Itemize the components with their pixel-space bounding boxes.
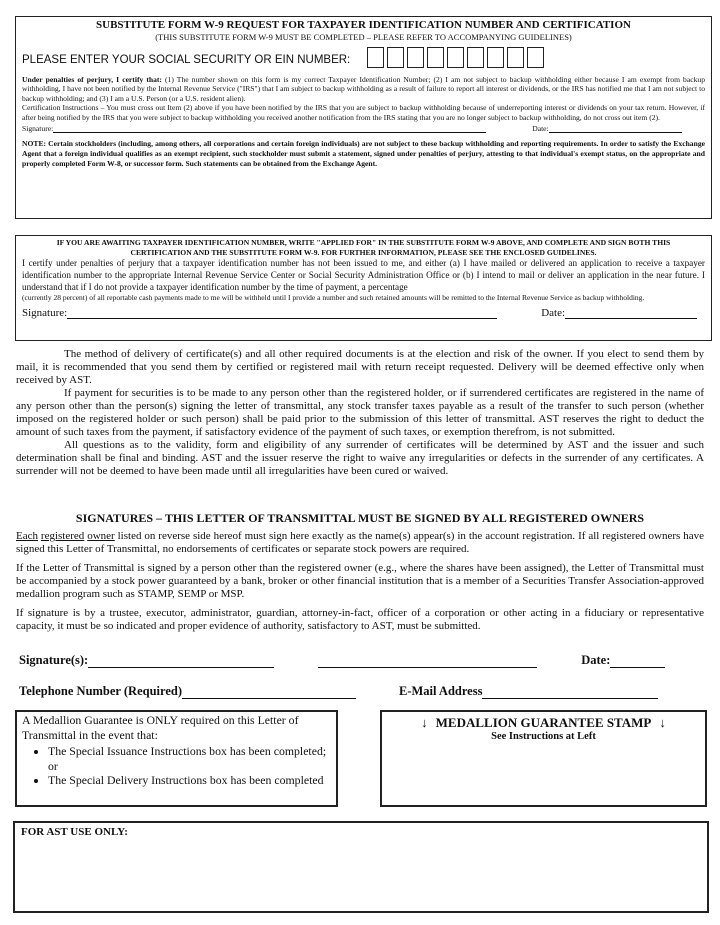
signature-line-2[interactable] (318, 667, 537, 668)
medallion-condition: • The Special Issuance Instructions box has been completed; or (48, 744, 331, 773)
certification-instructions: Certification Instructions – You must cross out Item (2) above if you have been notified by the IRS that you are subject to backup withholding because of underreporting interest or dividends on your tax return. However, if after being notified by the IRS that you were subject to backup withholding you received another notification from the IRS stating that you are no longer subject to backup withholding, do not cross out item (2). (22, 103, 705, 122)
arrow-down-icon: ↓ (659, 715, 666, 730)
w9-signature-line[interactable] (53, 132, 486, 133)
medallion-stamp-box[interactable] (380, 710, 707, 807)
awaiting-date-line[interactable] (565, 318, 697, 319)
transfer-tax-paragraph: If payment for securities is to be made to any person other than the registered holder, or if surrendered certificates are registered in the name of any person other than the person(s) signing the letter of transmittal, any stock transfer taxes payable as a result of the transfer to such person (whether imposed on the registered holder or such person) shall be paid prior to the submission of this letter of transmittal. AST reserves the right to deduct the amount of such taxes from the payment, if satisfactory evidence of the payment of such taxes, or exemption therefrom, is not submitted. (16, 387, 704, 438)
awaiting-tin-text1: I certify under penalties of perjury that a taxpayer identification number has not been issued to me, and either (a) I have mailed or delivered an application to receive a taxpayer identification number to the appropriate Internal Revenue Service Center or Social Security Administration Office or (b) I intend to mail or deliver an application in the near future. I understand that if I do not provide a taxpayer identification number by the time of payment, a percentage (22, 258, 705, 292)
awaiting-signature-line[interactable] (67, 318, 497, 319)
signatures-para-2: If the Letter of Transmittal is signed by a person other than the registered owner (e.g., where the shares have been assigned), the Letter of Transmittal must be accompanied by a stock power guaranteed by a bank, broker or other financial institution that is a member of a Securities Transfer Association-approved medallion program such as STAMP, SEMP or MSP. (16, 562, 704, 600)
ssn-label: PLEASE ENTER YOUR SOCIAL SECURITY OR EIN NUMBER: (22, 54, 351, 66)
awaiting-tin-header: IF YOU ARE AWAITING TAXPAYER IDENTIFICATION NUMBER, WRITE "APPLIED FOR" IN THE SUBSTITUTE FORM W-9 ABOVE, AND COMPLETE AND SIGN BOTH THIS CERTIFICATION AND THE SUBSTITUTE FORM W-9. FOR FURTHER INFORMATION, PLEASE SEE THE ENCLOSED GUIDELINES. (56, 238, 671, 257)
delivery-paragraph: The method of delivery of certificate(s) and all other required documents is at the election and risk of the owner. If you elect to send them by mail, it is recommended that you send them by certified or registered mail with return receipt requested. Delivery will be deemed effective only when received by AST. (16, 348, 704, 386)
w9-subtitle: (THIS SUBSTITUTE FORM W-9 MUST BE COMPLETED – PLEASE REFER TO ACCOMPANYING GUIDELINES) (155, 32, 572, 42)
arrow-down-icon: ↓ (421, 715, 428, 730)
w9-signature-label: Signature: (22, 123, 54, 133)
signatures-heading: SIGNATURES – THIS LETTER OF TRANSMITTAL MUST BE SIGNED BY ALL REGISTERED OWNERS (75, 511, 645, 525)
owner-word: owner (87, 530, 115, 542)
validity-paragraph: All questions as to the validity, form and eligibility of any surrender of certificates will be determined by AST and the issuer and such determination shall be final and binding. AST and the issuer reserve the right to waive any irregularities or defects in the surrender of any certificates. A surrender will not be deemed to have been made until all irregularities have been cured or waived. (16, 439, 704, 477)
awaiting-date-label: Date: (541, 306, 566, 319)
email-line[interactable] (482, 698, 658, 699)
awaiting-signature-row (22, 303, 705, 319)
email-label: E-Mail Address (398, 684, 483, 698)
signatures-para-3: If signature is by a trustee, executor, administrator, guardian, attorney-in-fact, officer of a corporation or other acting in a fiduciary or representative capacity, it must be so indicated and proper evidence of authority, satisfactory to AST, must be submitted. (16, 607, 704, 632)
w9-signature-row (22, 122, 705, 133)
medallion-intro: A Medallion Guarantee is ONLY required on this Letter of Transmittal in the event that: (22, 713, 299, 742)
ssn-row (22, 48, 705, 72)
telephone-label: Telephone Number (Required) (19, 684, 182, 698)
ssn-digit-box[interactable] (427, 47, 444, 68)
awaiting-tin-box (15, 235, 712, 341)
w9-note: NOTE: Certain stockholders (including, among others, all corporations and certain foreign individuals) are not subject to these backup withholding and reporting requirements. In order to satisfy the Exchange Agent that a foreign individual qualifies as an exempt recipient, such stockholder must submit a statement, signed under penalties of perjury, attesting to that individual's exempt status, on the appropriate and properly completed Form W-8, or successor form. Such statements can be obtained from the Exchange Agent. (22, 139, 705, 169)
ssn-boxes (364, 47, 544, 73)
each-word: Each (16, 530, 38, 542)
ssn-digit-box[interactable] (487, 47, 504, 68)
w9-date-label: Date: (532, 123, 549, 133)
perjury-text: (1) The number shown on this form is my correct Taxpayer Identification Number; (2) I am not subject to backup withholding either because I am exempt from backup withholding, I have not been notified by the Internal Revenue Service ("IRS") that I am subject to backup withholding as a result of failure to report all interest or dividends, or the IRS has notified me that I am not subject to backup withholding; and (3) I am a U.S. Person (or a U.S. resident alien). (22, 75, 705, 103)
stamp-title-row (382, 715, 705, 731)
ssn-digit-box[interactable] (407, 47, 424, 68)
ssn-digit-box[interactable] (507, 47, 524, 68)
awaiting-signature-label: Signature: (22, 306, 68, 319)
signatures-date-label: Date: (581, 653, 611, 667)
awaiting-tin-text2: (currently 28 percent) of all reportable cash payments made to me will be withheld until I provide a number and such retained amounts will be remitted to the Internal Revenue Service as backup withholding. (22, 293, 645, 303)
w9-title: SUBSTITUTE FORM W-9 REQUEST FOR TAXPAYER IDENTIFICATION NUMBER AND CERTIFICATION (96, 19, 631, 31)
signature-line-1[interactable] (88, 667, 274, 668)
ast-use-box[interactable] (13, 821, 709, 913)
medallion-conditions-list (22, 744, 331, 788)
perjury-certification (22, 75, 705, 103)
medallion-info-box (15, 710, 338, 807)
signatures-paragraphs (16, 530, 704, 633)
registered-word: registered (40, 530, 85, 542)
signature-row (19, 650, 709, 668)
w9-box (15, 16, 712, 219)
signatures-label: Signature(s): (19, 653, 89, 667)
signatures-date-line[interactable] (610, 667, 665, 668)
ssn-digit-box[interactable] (447, 47, 464, 68)
medallion-condition: • The Special Delivery Instructions box has been completed (48, 773, 331, 788)
stamp-title: MEDALLION GUARANTEE STAMP (435, 715, 652, 730)
signatures-para-1 (16, 530, 704, 556)
ssn-digit-box[interactable] (527, 47, 544, 68)
ssn-digit-box[interactable] (467, 47, 484, 68)
telephone-line[interactable] (182, 698, 356, 699)
stamp-subtitle: See Instructions at Left (491, 731, 596, 742)
ast-use-label: FOR AST USE ONLY: (21, 826, 128, 838)
w9-date-line[interactable] (549, 132, 682, 133)
contact-row (19, 681, 709, 699)
ssn-digit-box[interactable] (367, 47, 384, 68)
perjury-lead: Under penalties of perjury, I certify that: (22, 75, 162, 84)
ssn-digit-box[interactable] (387, 47, 404, 68)
signatures-para-1-text: listed on reverse side hereof must sign here exactly as the name(s) appear(s) in the account registration. If all registered owners have signed this Letter of Transmittal, no endorsements of certificates or separate stock powers are required. (16, 530, 704, 555)
body-paragraphs (16, 348, 704, 478)
